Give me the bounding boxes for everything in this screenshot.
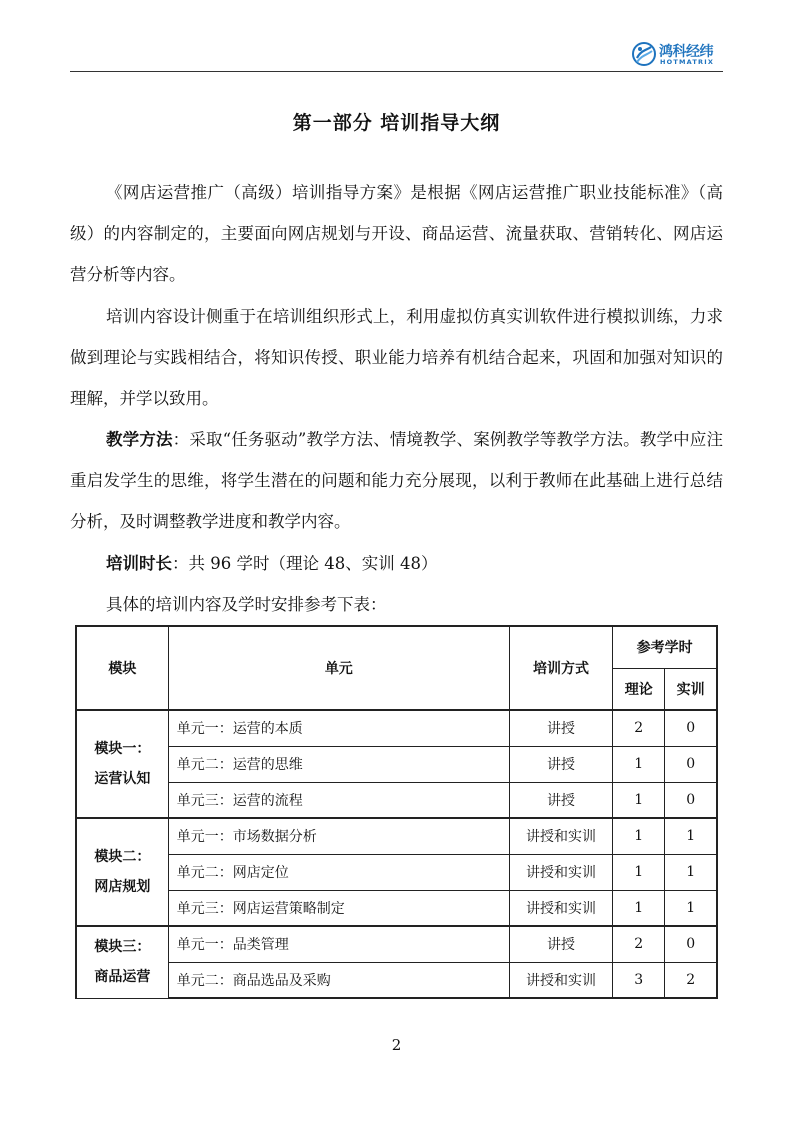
unit-cell: 单元三：运营的流程 — [168, 782, 509, 818]
paragraph-overview: 《网店运营推广（高级）培训指导方案》是根据《网店运营推广职业技能标准》（高级）的内容制定的，主要面向网店规划与开设、商品运营、流量获取、营销转化、网店运营分析等内容。 — [70, 183, 723, 284]
table-row — [76, 818, 717, 854]
theory-cell: 1 — [613, 854, 665, 890]
unit-cell: 单元三：网店运营策略制定 — [168, 890, 509, 926]
table-row — [76, 854, 717, 890]
paragraph-teaching-method — [70, 419, 723, 542]
paragraph-design: 培训内容设计侧重于在培训组织形式上，利用虚拟仿真实训软件进行模拟训练，力求做到理论与实践相结合，将知识传授、职业能力培养有机结合起来，巩固和加强对知识的理解，并学以致用。 — [70, 307, 723, 408]
method-cell: 讲授和实训 — [509, 818, 612, 854]
unit-cell: 单元一：品类管理 — [168, 926, 509, 962]
table-row — [76, 926, 717, 962]
module-cell — [76, 926, 168, 998]
practice-cell: 0 — [665, 710, 717, 746]
logo-sub-text: HOTMATRIX — [660, 58, 715, 66]
teaching-method-text: ：采取“任务驱动”教学方法、情境教学、案例教学等教学方法。教学中应注重启发学生的思维，将学生潜在的问题和能力充分展现，以利于教师在此基础上进行总结分析，及时调整教学进度和教学内容。 — [70, 430, 724, 531]
method-cell: 讲授 — [509, 710, 612, 746]
unit-cell: 单元二：商品选品及采购 — [168, 962, 509, 998]
practice-cell: 1 — [665, 854, 717, 890]
header-hours: 参考学时 — [613, 626, 717, 668]
table-row — [76, 962, 717, 998]
unit-cell: 单元二：网店定位 — [168, 854, 509, 890]
module-name-line1: 模块二： — [94, 849, 151, 865]
theory-cell: 2 — [613, 926, 665, 962]
practice-cell: 1 — [665, 818, 717, 854]
theory-cell: 1 — [613, 818, 665, 854]
table-row — [76, 710, 717, 746]
table-row — [76, 746, 717, 782]
theory-cell: 1 — [613, 890, 665, 926]
module-cell — [76, 818, 168, 926]
page-number: 2 — [391, 1036, 402, 1054]
method-cell: 讲授 — [509, 782, 612, 818]
theory-cell: 3 — [613, 962, 665, 998]
practice-cell: 0 — [665, 782, 717, 818]
method-cell: 讲授 — [509, 746, 612, 782]
table-row — [76, 890, 717, 926]
module-name-line2: 商品运营 — [94, 969, 151, 986]
method-cell: 讲授和实训 — [509, 854, 612, 890]
training-duration — [106, 543, 437, 584]
module-cell — [76, 710, 168, 818]
schedule-table — [75, 625, 718, 999]
method-cell: 讲授和实训 — [509, 962, 612, 998]
header-module: 模块 — [76, 626, 168, 710]
table-intro: 具体的培训内容及学时安排参考下表： — [106, 595, 387, 614]
teaching-method-label: 教学方法 — [106, 430, 173, 449]
page-title: 第一部分 培训指导大纲 — [292, 112, 501, 134]
training-duration-text: ：共 96 学时（理论 48、实训 48） — [172, 554, 438, 573]
unit-cell: 单元一：市场数据分析 — [168, 818, 509, 854]
header-practice: 实训 — [665, 668, 717, 710]
method-cell: 讲授 — [509, 926, 612, 962]
module-name-line1: 模块一： — [94, 741, 151, 757]
theory-cell: 2 — [613, 710, 665, 746]
practice-cell: 2 — [665, 962, 717, 998]
module-name-line2: 运营认知 — [94, 771, 151, 787]
training-duration-label: 培训时长 — [106, 554, 172, 573]
theory-cell: 1 — [613, 782, 665, 818]
practice-cell: 1 — [665, 890, 717, 926]
method-cell: 讲授和实训 — [509, 890, 612, 926]
header-theory: 理论 — [613, 668, 665, 710]
company-logo — [632, 40, 732, 70]
logo-mark-icon — [632, 41, 656, 67]
theory-cell: 1 — [613, 746, 665, 782]
table-row — [76, 782, 717, 818]
logo-brand-text: 鸿科经纬 — [659, 44, 713, 60]
module-name-line1: 模块三： — [94, 939, 151, 956]
practice-cell: 0 — [665, 746, 717, 782]
module-name-line2: 网店规划 — [94, 879, 151, 895]
header-divider — [70, 71, 723, 72]
unit-cell: 单元二：运营的思维 — [168, 746, 509, 782]
practice-cell: 0 — [665, 926, 717, 962]
header-unit: 单元 — [168, 626, 509, 710]
unit-cell: 单元一：运营的本质 — [168, 710, 509, 746]
header-method: 培训方式 — [509, 626, 612, 710]
